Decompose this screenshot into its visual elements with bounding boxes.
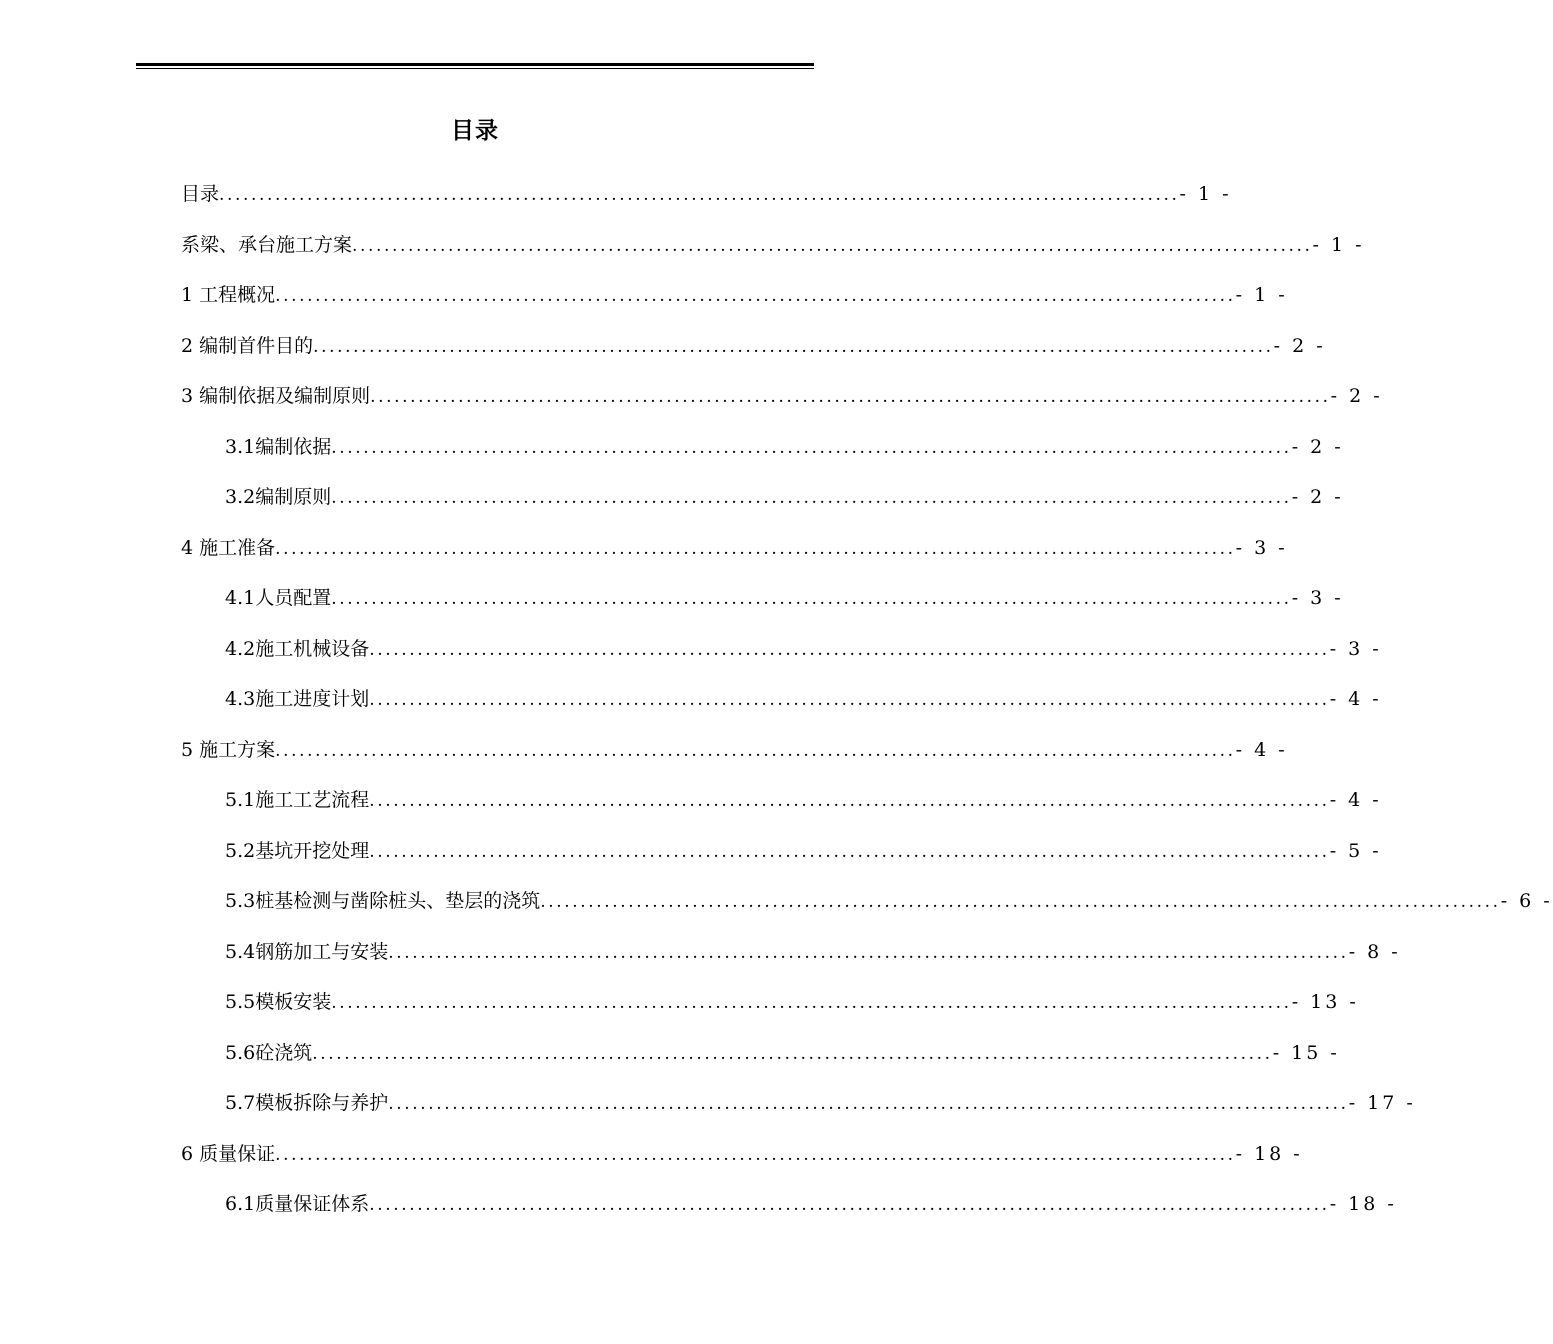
toc-entry-text: 5.4钢筋加工与安装 bbox=[225, 940, 389, 963]
toc-leader-dots: ........................................................................................................................ bbox=[313, 336, 1274, 357]
toc-list bbox=[181, 176, 1553, 1237]
toc-leader-dots: ........................................................................................................................ bbox=[219, 185, 1180, 205]
toc-entry[interactable] bbox=[181, 1085, 1416, 1136]
toc-entry-page: - 4 - bbox=[1329, 789, 1382, 811]
toc-leader-dots: ........................................................................................................................ bbox=[275, 740, 1236, 761]
toc-entry-page: - 4 - bbox=[1329, 688, 1382, 710]
toc-entry-text: 5.6砼浇筑 bbox=[225, 1041, 313, 1064]
page-title: 目录 bbox=[451, 118, 499, 144]
toc-entry-text: 4.3施工进度计划 bbox=[225, 688, 370, 710]
toc-entry-page: - 1 - bbox=[1312, 233, 1365, 256]
toc-entry-text: 目录 bbox=[181, 183, 220, 205]
toc-entry-text: 1 工程概况 bbox=[181, 284, 276, 306]
toc-leader-dots: ........................................................................................................................ bbox=[312, 1043, 1273, 1064]
toc-entry-page: - 1 - bbox=[1235, 284, 1288, 306]
toc-entry[interactable] bbox=[181, 934, 1401, 985]
toc-entry[interactable] bbox=[181, 631, 1382, 682]
toc-entry-page: - 3 - bbox=[1291, 587, 1344, 609]
toc-entry-page: - 17 - bbox=[1348, 1092, 1416, 1114]
toc-leader-dots: ........................................................................................................................ bbox=[275, 538, 1236, 559]
toc-entry-text: 5.2基坑开挖处理 bbox=[225, 839, 370, 862]
toc-entry-page: - 3 - bbox=[1329, 637, 1382, 660]
header-rule-thick bbox=[136, 63, 814, 66]
toc-entry-text: 5.1施工工艺流程 bbox=[225, 789, 370, 811]
header-rule bbox=[136, 63, 814, 70]
toc-entry-page: - 5 - bbox=[1329, 839, 1382, 862]
toc-entry-text: 4 施工准备 bbox=[181, 536, 276, 559]
toc-entry[interactable] bbox=[181, 176, 1232, 227]
toc-entry[interactable] bbox=[181, 277, 1288, 328]
toc-leader-dots: ........................................................................................................................ bbox=[331, 589, 1292, 609]
toc-entry[interactable] bbox=[181, 732, 1288, 783]
toc-entry-page: - 13 - bbox=[1291, 991, 1359, 1013]
toc-entry-text: 4.2施工机械设备 bbox=[225, 637, 370, 660]
toc-leader-dots: ........................................................................................................................ bbox=[388, 1094, 1349, 1114]
toc-entry-page: - 15 - bbox=[1272, 1041, 1340, 1064]
toc-entry[interactable] bbox=[181, 883, 1553, 934]
toc-entry[interactable] bbox=[181, 984, 1359, 1035]
toc-leader-dots: ........................................................................................................................ bbox=[369, 791, 1330, 811]
toc-entry-page: - 18 - bbox=[1235, 1142, 1303, 1165]
toc-leader-dots: ........................................................................................................................ bbox=[369, 690, 1330, 710]
toc-leader-dots: ........................................................................................................................ bbox=[352, 235, 1313, 256]
toc-entry-page: - 18 - bbox=[1329, 1193, 1397, 1215]
toc-entry[interactable] bbox=[181, 378, 1383, 429]
toc-entry-text: 6.1质量保证体系 bbox=[225, 1193, 370, 1215]
toc-entry[interactable] bbox=[181, 429, 1344, 480]
toc-leader-dots: ........................................................................................................................ bbox=[369, 639, 1330, 660]
toc-leader-dots: ........................................................................................................................ bbox=[540, 892, 1501, 912]
header-rule-thin bbox=[136, 68, 814, 69]
toc-entry-page: - 4 - bbox=[1235, 738, 1288, 761]
toc-entry-page: - 2 - bbox=[1273, 334, 1326, 357]
toc-entry-text: 6 质量保证 bbox=[181, 1142, 276, 1165]
toc-entry[interactable] bbox=[181, 681, 1382, 732]
toc-leader-dots: ........................................................................................................................ bbox=[275, 286, 1236, 306]
toc-entry[interactable] bbox=[181, 1136, 1303, 1187]
toc-entry-page: - 1 - bbox=[1179, 183, 1232, 205]
toc-entry-page: - 2 - bbox=[1291, 486, 1344, 508]
toc-entry[interactable] bbox=[181, 530, 1288, 581]
toc-entry-text: 5 施工方案 bbox=[181, 738, 276, 761]
toc-entry[interactable] bbox=[181, 1035, 1340, 1086]
toc-entry-text: 5.7模板拆除与养护 bbox=[225, 1092, 389, 1114]
toc-entry-page: - 8 - bbox=[1348, 940, 1401, 963]
toc-leader-dots: ........................................................................................................................ bbox=[331, 993, 1292, 1013]
toc-leader-dots: ........................................................................................................................ bbox=[331, 488, 1292, 508]
toc-entry-text: 3.2编制原则 bbox=[225, 486, 332, 508]
toc-leader-dots: ........................................................................................................................ bbox=[388, 942, 1349, 963]
toc-entry[interactable] bbox=[181, 328, 1326, 379]
toc-entry[interactable] bbox=[181, 227, 1365, 278]
toc-leader-dots: ........................................................................................................................ bbox=[275, 1144, 1236, 1165]
toc-entry[interactable] bbox=[181, 782, 1382, 833]
toc-entry-page: - 6 - bbox=[1500, 890, 1553, 912]
toc-leader-dots: ........................................................................................................................ bbox=[331, 437, 1292, 458]
toc-entry-text: 3.1编制依据 bbox=[225, 435, 332, 458]
toc-entry[interactable] bbox=[181, 1186, 1397, 1237]
toc-entry-text: 5.3桩基检测与凿除桩头、垫层的浇筑 bbox=[225, 890, 541, 912]
toc-entry[interactable] bbox=[181, 833, 1382, 884]
toc-entry[interactable] bbox=[181, 479, 1344, 530]
toc-entry-text: 2 编制首件目的 bbox=[181, 334, 314, 357]
toc-entry-text: 系梁、承台施工方案 bbox=[181, 233, 353, 256]
toc-entry-text: 4.1人员配置 bbox=[225, 587, 332, 609]
toc-leader-dots: ........................................................................................................................ bbox=[369, 1195, 1330, 1215]
toc-entry-text: 5.5模板安装 bbox=[225, 991, 332, 1013]
toc-leader-dots: ........................................................................................................................ bbox=[370, 387, 1331, 407]
toc-entry[interactable] bbox=[181, 580, 1344, 631]
toc-entry-text: 3 编制依据及编制原则 bbox=[181, 385, 371, 407]
toc-leader-dots: ........................................................................................................................ bbox=[369, 841, 1330, 862]
toc-entry-page: - 2 - bbox=[1291, 435, 1344, 458]
toc-entry-page: - 3 - bbox=[1235, 536, 1288, 559]
toc-entry-page: - 2 - bbox=[1330, 385, 1383, 407]
